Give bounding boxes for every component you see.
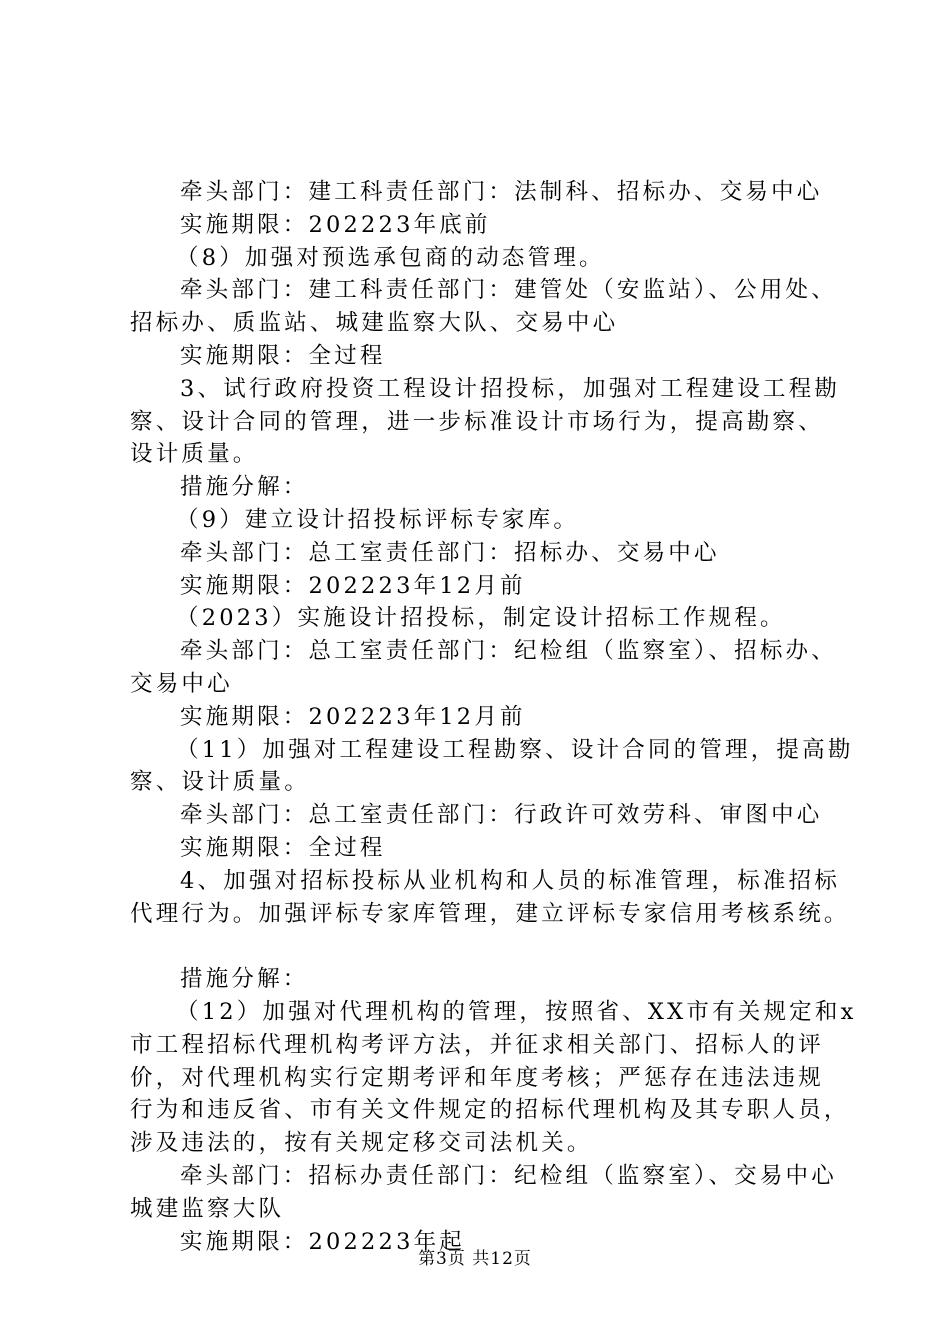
page-footer: 第3页 共12页	[418, 1249, 532, 1269]
text-line-continuation: 察、设计质量。	[130, 769, 310, 796]
text-line-item-3: 3、试行政府投资工程设计招投标，加强对工程建设工程勘	[180, 375, 841, 402]
text-line-continuation: 代理行为。加强评标专家库管理，建立评标专家信用考核系统。	[130, 900, 850, 927]
text-line-measures-heading: 措施分解：	[180, 474, 309, 501]
text-line-continuation: 市工程招标代理机构考评方法，并征求相关部门、招标人的评	[130, 1031, 824, 1058]
text-line-continuation: 行为和违反省、市有关文件规定的招标代理机构及其专职人员，	[130, 1097, 850, 1124]
text-line-deadline: 实施期限：202223年12月前	[180, 703, 526, 730]
text-line-measure-9: （9）建立设计招投标评标专家库。	[176, 506, 580, 533]
text-line-continuation: 设计质量。	[130, 441, 259, 468]
text-line-measure-12: （12）加强对代理机构的管理，按照省、XX市有关规定和x	[176, 998, 857, 1025]
text-line-deadline: 实施期限：202223年12月前	[180, 572, 526, 599]
text-line-lead-dept: 牵头部门：总工室责任部门：行政许可效劳科、审图中心	[180, 802, 823, 829]
text-line-lead-dept: 牵头部门：建工科责任部门：法制科、招标办、交易中心	[180, 179, 823, 205]
text-line-item-4: 4、加强对招标投标从业机构和人员的标准管理，标准招标	[180, 867, 841, 894]
text-line-continuation: 招标办、质监站、城建监察大队、交易中心	[130, 310, 619, 337]
text-line-lead-dept: 牵头部门：建工科责任部门：建管处（安监站）、公用处、	[180, 277, 837, 304]
paragraph-gap	[130, 930, 835, 963]
text-line-continuation: 察、设计合同的管理，进一步标准设计市场行为，提高勘察、	[130, 408, 824, 435]
document-body	[130, 176, 857, 1258]
text-line-deadline: 实施期限：全过程	[180, 342, 386, 369]
text-line-continuation: 交易中心	[130, 670, 233, 697]
text-line-measure-8: （8）加强对预选承包商的动态管理。	[176, 244, 605, 271]
text-line-deadline: 实施期限：202223年起	[180, 1228, 465, 1255]
text-line-measure-10: （2023）实施设计招投标，制定设计招标工作规程。	[176, 605, 786, 632]
text-line-continuation: 城建监察大队	[130, 1195, 285, 1222]
text-line-lead-dept: 牵头部门：招标办责任部门：纪检组（监察室）、交易中心	[180, 1162, 837, 1189]
text-line-lead-dept: 牵头部门：总工室责任部门：纪检组（监察室）、招标办、	[180, 638, 837, 665]
text-line-continuation: 价，对代理机构实行定期考评和年度考核；严惩存在违法违规	[130, 1064, 824, 1091]
text-line-deadline: 实施期限：202223年底前	[180, 211, 491, 238]
text-line-lead-dept: 牵头部门：总工室责任部门：招标办、交易中心	[180, 539, 720, 566]
text-line-deadline: 实施期限：全过程	[180, 834, 386, 861]
text-line-measures-heading: 措施分解：	[180, 966, 309, 993]
text-line-measure-11: （11）加强对工程建设工程勘察、设计合同的管理，提高勘	[176, 736, 854, 763]
text-line-continuation: 涉及违法的，按有关规定移交司法机关。	[130, 1130, 593, 1157]
